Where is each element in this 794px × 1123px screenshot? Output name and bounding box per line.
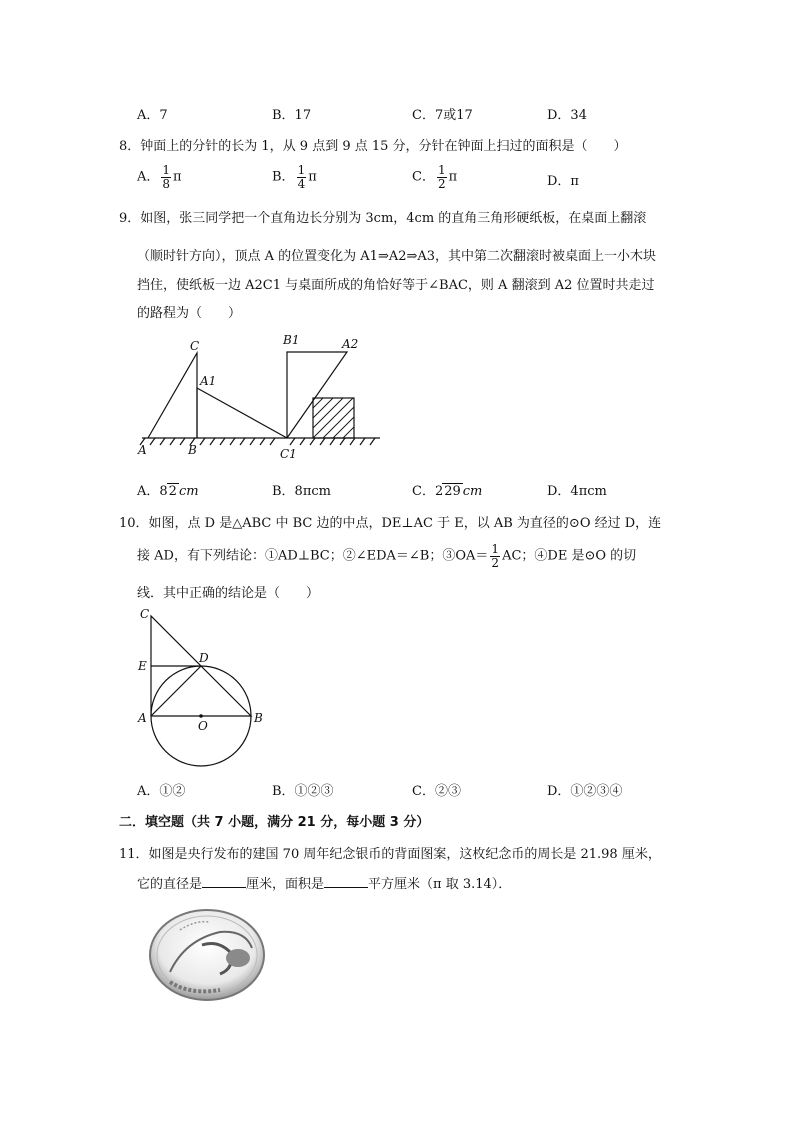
- q9-option-a: A．82 cm: [137, 484, 199, 499]
- q8-option-b: B． $\frac{1}{4}$ π: [272, 163, 317, 191]
- q9-label-c1: C1: [280, 447, 297, 461]
- q7-option-a: A．7: [137, 108, 168, 123]
- q10-line1: 10．如图，点 D 是△ABC 中 BC 边的中点，DE⊥AC 于 E，以 AB 为直径的⊙O 经过 D，连: [119, 516, 662, 531]
- q9-label-b: B: [188, 443, 197, 457]
- q10-option-c: C．②③: [412, 784, 461, 799]
- q9-option-d: D．4πcm: [547, 484, 607, 499]
- q9-label-a: A: [138, 443, 147, 457]
- q11-line2: 它的直径是 厘米，面积是 平方厘米（π 取 3.14）．: [137, 877, 512, 892]
- q11-blank-area[interactable]: [324, 875, 368, 888]
- q10-label-d: D: [199, 651, 209, 665]
- q8-stem: 8．钟面上的分针的长为 1，从 9 点到 9 点 15 分，分针在钟面上扫过的面积是（ ）: [119, 139, 627, 154]
- q9-line2: （顺时针方向），顶点 A 的位置变化为 A1⇒A2⇒A3，其中第二次翻滚时被桌面上一小木块: [137, 249, 657, 264]
- q10-label-e: E: [138, 659, 147, 673]
- q9-line1: 9．如图，张三同学把一个直角边长分别为 3cm，4cm 的直角三角形硬纸板，在桌面上翻滚: [119, 211, 647, 226]
- q11-commemorative-coin-image: [140, 900, 275, 1005]
- q8-option-a: A． $\frac{1}{8}$ π: [137, 163, 182, 191]
- q7-option-b: B．17: [272, 108, 312, 123]
- q9-rolling-triangle-figure: [130, 330, 390, 465]
- section-fill-in-title: 二．填空题（共 7 小题，满分 21 分，每小题 3 分）: [119, 815, 430, 830]
- q9-label-a1: A1: [200, 374, 217, 388]
- q7-option-d: D．34: [547, 108, 587, 123]
- q10-option-d: D．①②③④: [547, 784, 623, 799]
- q9-line4: 的路程为（ ）: [137, 306, 242, 321]
- q11-line1: 11．如图是央行发布的建国 70 周年纪念银币的背面图案，这枚纪念币的周长是 21.98 厘米，: [119, 847, 661, 862]
- q9-option-b: B．8πcm: [272, 484, 331, 499]
- q10-option-b: B．①②③: [272, 784, 334, 799]
- q8-option-c: C． $\frac{1}{2}$ π: [412, 163, 458, 191]
- q10-label-o: O: [198, 719, 208, 733]
- q9-line3: 挡住，使纸板一边 A2C1 与桌面所成的角恰好等于∠BAC，则 A 翻滚到 A2 位置时共走过: [137, 278, 655, 293]
- q8-option-d: D．π: [547, 174, 579, 189]
- q7-option-c: C．7或17: [412, 108, 473, 123]
- q10-label-c: C: [140, 607, 150, 621]
- q10-label-a: A: [138, 711, 147, 725]
- q10-label-b: B: [254, 711, 263, 725]
- q9-label-c: C: [190, 339, 200, 353]
- q10-option-a: A．①②: [137, 784, 186, 799]
- q10-line3: 线．其中正确的结论是（ ）: [137, 586, 320, 601]
- q9-label-a2: A2: [342, 337, 359, 351]
- q11-blank-diameter[interactable]: [202, 875, 246, 888]
- q9-option-c: C．229 cm: [412, 484, 483, 499]
- q10-circle-triangle-figure: [130, 600, 280, 770]
- q10-line2: 接 AD，有下列结论：①AD⊥BC；②∠EDA＝∠B；③OA＝ $\frac{1}{2}$ AC；④DE 是⊙O 的切: [137, 542, 637, 570]
- q9-label-b1: B1: [283, 333, 300, 347]
